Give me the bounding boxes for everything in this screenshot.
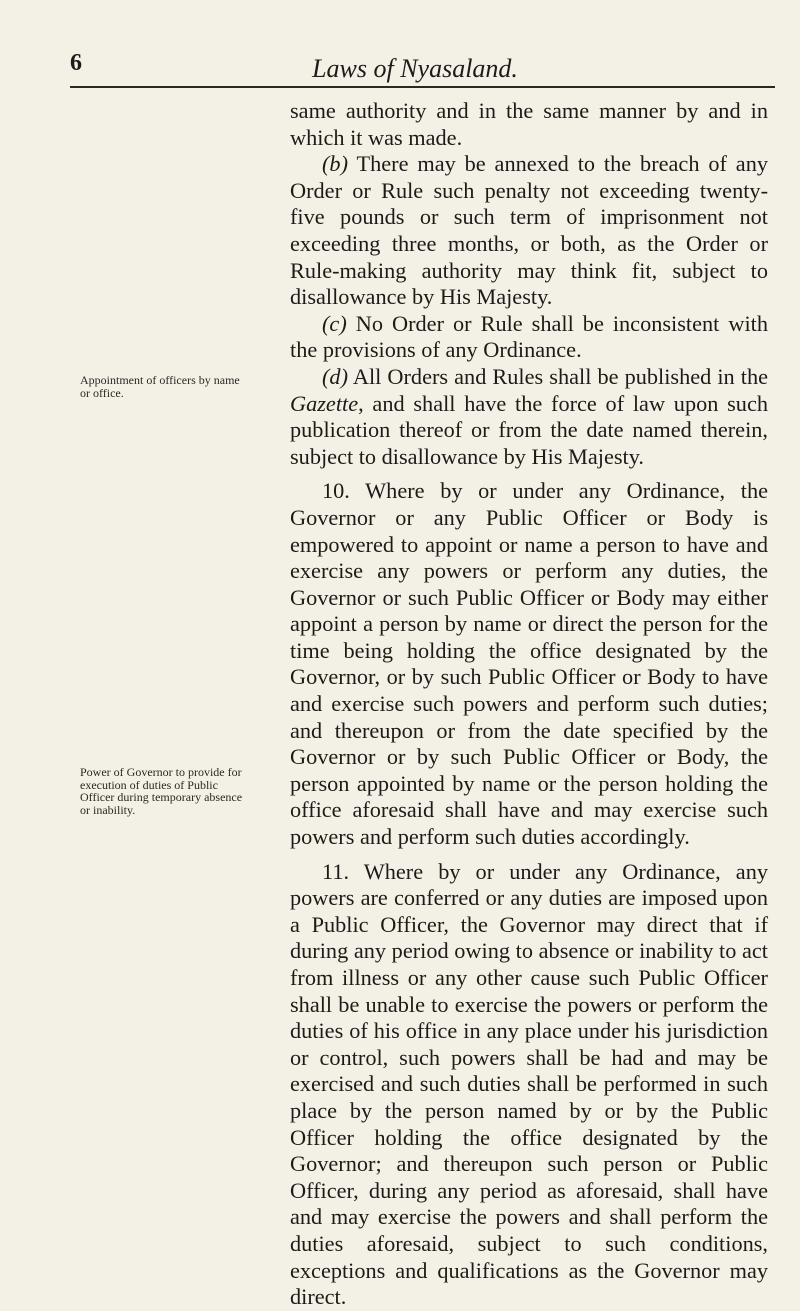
- text-c: No Order or Rule shall be inconsistent with the provisions of any Ordinance.: [290, 310, 768, 363]
- text-d-2: , and shall have the force of law upon such publication thereof or from the date named therein, subject to disallowance by His Majesty.: [290, 390, 768, 469]
- paragraph-d: [290, 364, 768, 470]
- section-11: 11. Where by or under any Ordinance, any powers are conferred or any duties are imposed upon a Public Officer, the Governor may direct that if during any period owing to absence or inability to act from illness or any other cause such Public Officer shall be unable to exercise the powers or perform the duties of his office in any place under his jurisdiction or control, such powers shall be had and may be exercised and such duties shall be performed in such place by the person named by or by the Public Officer holding the office designated by the Governor; and thereupon such person or Public Officer, during any period as aforesaid, shall have and may exercise the powers and shall perform the duties aforesaid, subject to such conditions, exceptions and qualifications as the Governor may direct.: [290, 858, 768, 1310]
- label-d: (d): [322, 363, 348, 389]
- header-rule: [70, 86, 775, 88]
- paragraph-b: [290, 151, 768, 311]
- margin-note-section-11: Power of Governor to provide for execution of duties of Public Officer during temporary absence or inability.: [80, 765, 243, 817]
- page-number: 6: [70, 50, 82, 76]
- gazette-word: Gazette: [290, 390, 359, 416]
- margin-note-section-10: Appointment of officers by name or office.: [80, 373, 240, 400]
- running-title: Laws of Nyasaland.: [312, 54, 518, 83]
- text-d-1: All Orders and Rules shall be published in the: [348, 363, 768, 389]
- text-b: There may be annexed to the breach of any Order or Rule such penalty not exceeding twenty-five pounds or such term of imprisonment not exceeding three months, or both, as the Order or Rule-making authority may think fit, subject to disallowance by His Majesty.: [290, 151, 768, 310]
- paragraph-continuation: same authority and in the same manner by and in which it was made.: [290, 98, 768, 150]
- label-c: (c): [322, 310, 347, 336]
- section-10: 10. Where by or under any Ordinance, the Governor or any Public Officer or Body is empowered to appoint or name a person to have and exercise any powers or perform any duties, the Governor or such Public Officer or Body may either appoint a person by name or direct the person for the time being holding the office designated by the Governor, or by such Public Officer or Body to have and exercise such powers and perform such duties; and thereupon or from the date specified by the Governor or by such Public Officer or Body, the person appointed by name or the person holding the office aforesaid shall have and may exercise such powers and perform such duties accordingly.: [290, 478, 768, 850]
- label-b: (b): [322, 151, 348, 177]
- paragraph-c: [290, 311, 768, 364]
- body-text: [290, 98, 768, 1311]
